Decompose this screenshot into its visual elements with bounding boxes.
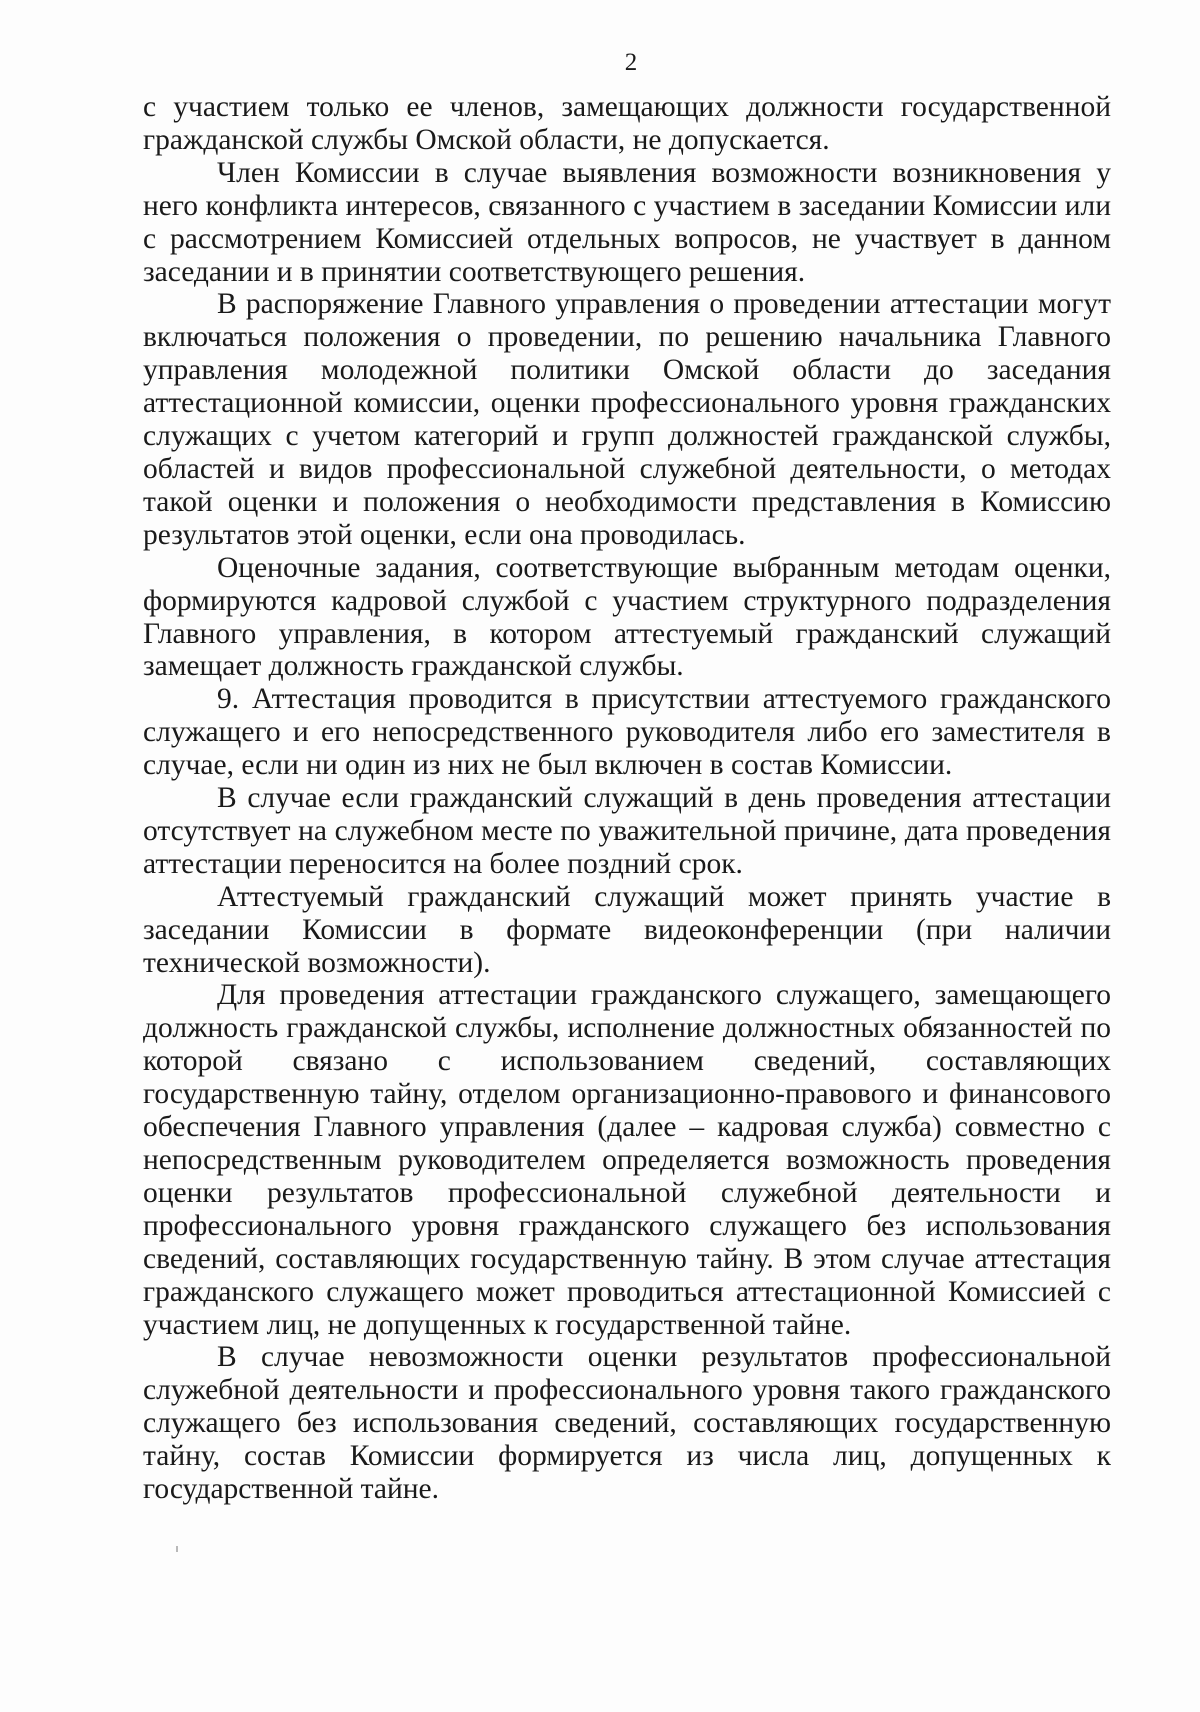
paragraph-3: В распоряжение Главного управления о проведении аттестации могут включаться положения о проведении, по решению начальника Главного управления молодежной политики Омской области до заседания аттестационной комиссии, оценки профессионального уровня гражданских служащих с учетом категорий и групп должностей гражданской службы, областей и видов профессиональной служебной деятельности, о методах такой оценки и положения о необходимости представления в Комиссию результатов этой оценки, если она проводилась. — [143, 288, 1111, 551]
paragraph-7: Аттестуемый гражданский служащий может принять участие в заседании Комиссии в формате видеоконференции (при наличии технической возможности). — [143, 880, 1111, 979]
paragraph-4: Оценочные задания, соответствующие выбранным методам оценки, формируются кадровой службой с участием структурного подразделения Главного управления, в котором аттестуемый гражданский служащий замещает должность гражданской службы. — [143, 551, 1111, 683]
paragraph-9: В случае невозможности оценки результатов профессиональной служебной деятельности и профессионального уровня такого гражданского служащего без использования сведений, составляющих государственную тайну, состав Комиссии формируется из числа лиц, допущенных к государственной тайне. — [143, 1341, 1111, 1506]
paragraph-5: 9. Аттестация проводится в присутствии аттестуемого гражданского служащего и его непосредственного руководителя либо его заместителя в случае, если ни один из них не был включен в состав Комиссии. — [143, 683, 1111, 782]
page-number: 2 — [624, 49, 638, 76]
paragraph-2: Член Комиссии в случае выявления возможности возникновения у него конфликта интересов, связанного с участием в заседании Комиссии или с рассмотрением Комиссией отдельных вопросов, не участвует в данном заседании и в принятии соответствующего решения. — [143, 156, 1111, 288]
paragraph-8: Для проведения аттестации гражданского служащего, замещающего должность гражданской службы, исполнение должностных обязанностей по которой связано с использованием сведений, составляющих государственную тайну, отделом организационно-правового и финансового обеспечения Главного управления (далее – кадровая служба) совместно с непосредственным руководителем определяется возможность проведения оценки результатов профессиональной служебной деятельности и профессионального уровня гражданского служащего без использования сведений, составляющих государственную тайну. В этом случае аттестация гражданского служащего может проводиться аттестационной Комиссией с участием лиц, не допущенных к государственной тайне. — [143, 979, 1111, 1341]
document-body — [143, 91, 1111, 1506]
paragraph-1: с участием только ее членов, замещающих должности государственной гражданской службы Омской области, не допускается. — [143, 91, 1111, 156]
scan-speck — [176, 1546, 178, 1552]
paragraph-6: В случае если гражданский служащий в день проведения аттестации отсутствует на служебном месте по уважительной причине, дата проведения аттестации переносится на более поздний срок. — [143, 782, 1111, 880]
